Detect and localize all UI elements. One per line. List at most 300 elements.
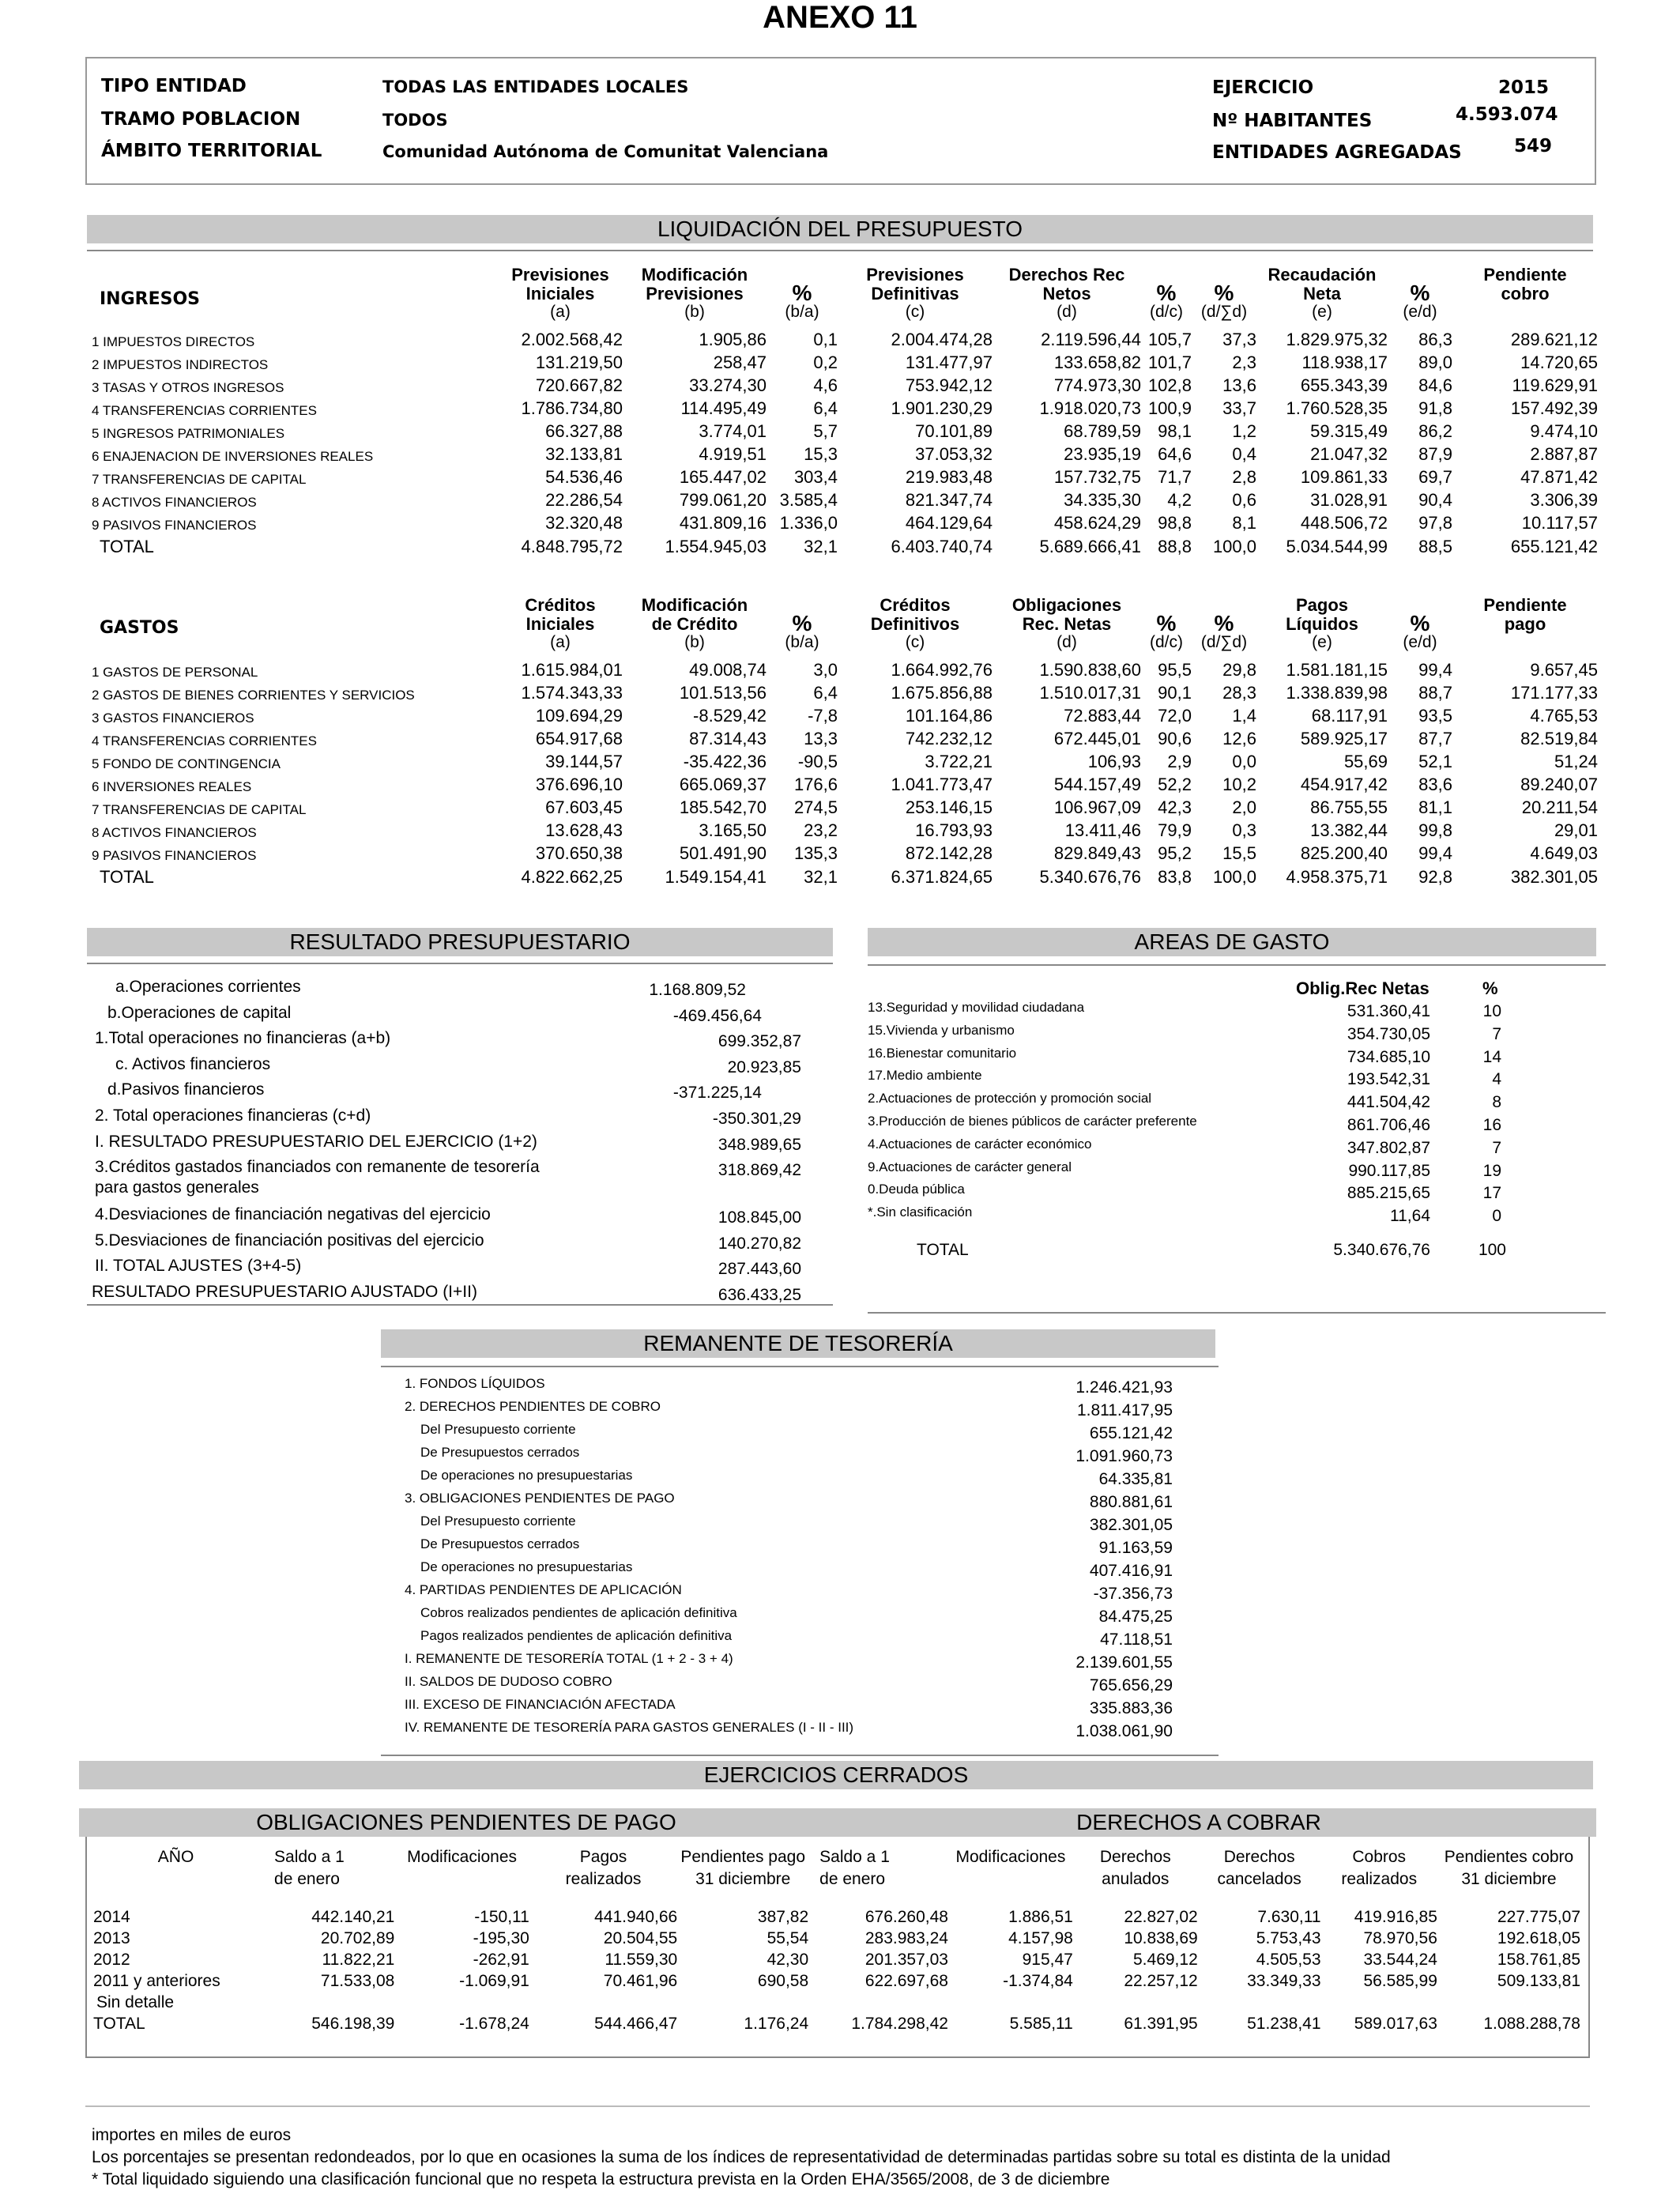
ingresos-cell: 2.887,87 <box>1530 444 1598 464</box>
ingresos-total-cell: 6.403.740,74 <box>891 537 993 556</box>
gastos-total-cell: 6.371.824,65 <box>891 867 993 887</box>
resultado-row-value: 108.845,00 <box>718 1208 801 1227</box>
gastos-col-header <box>1452 633 1598 651</box>
gastos-col-header: pago <box>1504 613 1546 634</box>
ingresos-col-header: cobro <box>1501 283 1550 303</box>
habitantes-label: Nº HABITANTES <box>1212 111 1373 131</box>
cerrados-total-cell: -1.678,24 <box>459 2014 529 2033</box>
remanente-row-label: 1. FONDOS LÍQUIDOS <box>405 1376 545 1391</box>
ingresos-row-label: 2 IMPUESTOS INDIRECTOS <box>92 357 269 372</box>
ingresos-header-spacer <box>87 266 498 284</box>
remanente-row <box>381 1604 1219 1627</box>
ingresos-row <box>87 373 1598 396</box>
ingresos-cell: 2.004.474,28 <box>891 330 993 349</box>
resultado-row <box>87 1028 833 1054</box>
ingresos-cell: 4,2 <box>1167 490 1192 510</box>
gastos-cell: 4.649,03 <box>1530 843 1598 863</box>
habitantes-value: 4.593.074 <box>1456 104 1558 125</box>
cerrados-cell: 22.827,02 <box>1124 1907 1198 1926</box>
areas-col1-header: Oblig.Rec Netas <box>1296 978 1430 998</box>
gastos-cell: 171.177,33 <box>1510 683 1598 703</box>
ingresos-cell: 87,9 <box>1418 444 1452 464</box>
gastos-cell: 135,3 <box>793 843 838 863</box>
cerrados-col-header: 31 diciembre <box>695 1870 791 1888</box>
resultado-row-value: -371.225,14 <box>672 1084 762 1103</box>
ingresos-cell: 33.274,30 <box>689 375 767 395</box>
ingresos-row-label: 7 TRANSFERENCIAS DE CAPITAL <box>92 472 307 487</box>
ingresos-col-header: (d/∑d) <box>1200 303 1248 321</box>
gastos-row-label: 9 PASIVOS FINANCIEROS <box>92 848 257 863</box>
cerrados-col-header: Pendientes pago <box>680 1848 805 1866</box>
gastos-cell: 29,01 <box>1554 820 1598 840</box>
remanente-row <box>381 1490 1219 1513</box>
gastos-cell: 1.590.838,60 <box>1039 660 1141 680</box>
remanente-row-label: III. EXCESO DE FINANCIACIÓN AFECTADA <box>405 1697 676 1712</box>
ingresos-cell: 37,3 <box>1222 330 1256 349</box>
ingresos-cell: 1.901.230,29 <box>891 398 993 418</box>
cerrados-total-cell: 544.466,47 <box>594 2014 678 2033</box>
ingresos-total-cell: 88,5 <box>1418 537 1452 556</box>
cerrados-col-header: realizados <box>1341 1870 1418 1888</box>
remanente-row-label: IV. REMANENTE DE TESORERÍA PARA GASTOS GENERALES (I - II - III) <box>405 1720 854 1735</box>
gastos-cell: 99,4 <box>1418 843 1452 863</box>
cerrados-cell: 4.157,98 <box>1008 1928 1073 1947</box>
gastos-col-header: % <box>1214 611 1234 635</box>
ingresos-cell: 157.492,39 <box>1510 398 1598 418</box>
gastos-cell: 72,0 <box>1158 706 1192 726</box>
ingresos-label: INGRESOS <box>100 289 201 309</box>
gastos-total-cell: 5.340.676,76 <box>1039 867 1141 887</box>
ingresos-cell: 5,7 <box>813 421 838 441</box>
areas-row-label: 3.Producción de bienes públicos de carácter preferente <box>868 1114 1197 1129</box>
areas-row-pct: 4 <box>1492 1070 1501 1089</box>
gastos-cell: 4.765,53 <box>1530 706 1598 726</box>
remanente-row-value: 64.335,81 <box>1098 1470 1173 1488</box>
cerrados-cell: 5.753,43 <box>1256 1928 1321 1947</box>
resultado-row-label: I. RESULTADO PRESUPUESTARIO DEL EJERCICIO (1+2) <box>95 1132 537 1151</box>
areas-row-pct: 0 <box>1492 1207 1501 1226</box>
cerrados-cell: 78.970,56 <box>1363 1928 1437 1947</box>
gastos-cell: 2,0 <box>1232 797 1256 817</box>
gastos-cell: 88,7 <box>1418 683 1452 703</box>
resultado-row-value: 287.443,60 <box>718 1260 801 1279</box>
resultado-row <box>87 1132 833 1158</box>
remanente-row-label: I. REMANENTE DE TESORERÍA TOTAL (1 + 2 - 3 + 4) <box>405 1651 733 1666</box>
cerrados-col-header: Saldo a 1 <box>819 1848 890 1866</box>
cerrados-cell: 158.761,85 <box>1497 1950 1580 1969</box>
cerrados-cell: 419.916,85 <box>1354 1907 1437 1926</box>
resultado-row-label: 2. Total operaciones financieras (c+d) <box>95 1106 371 1125</box>
gastos-col-header: Líquidos <box>1286 613 1358 634</box>
remanente-row-value: 1.246.421,93 <box>1075 1378 1173 1397</box>
resultado-row-value: -350.301,29 <box>712 1110 801 1128</box>
ingresos-cell: 0,6 <box>1232 490 1256 510</box>
cerrados-col-header: 31 diciembre <box>1461 1870 1557 1888</box>
gastos-cell: 93,5 <box>1418 706 1452 726</box>
gastos-col-header: (b/a) <box>785 633 819 651</box>
gastos-cell: 106,93 <box>1087 752 1141 771</box>
areas-row-pct: 8 <box>1492 1093 1501 1112</box>
ingresos-cell: 32.133,81 <box>545 444 623 464</box>
remanente-row <box>381 1650 1219 1673</box>
gastos-total-cell: 1.549.154,41 <box>665 867 767 887</box>
gastos-cell: 1.581.181,15 <box>1286 660 1388 680</box>
gastos-row-label: 3 GASTOS FINANCIEROS <box>92 711 254 726</box>
remanente-row-label: De operaciones no presupuestarias <box>420 1468 633 1483</box>
gastos-cell: 274,5 <box>793 797 838 817</box>
ingresos-cell: 86,3 <box>1418 330 1452 349</box>
cerrados-col-header: de enero <box>819 1870 886 1888</box>
gastos-row-label: 5 FONDO DE CONTINGENCIA <box>92 756 281 771</box>
gastos-col-header: de Crédito <box>651 613 738 634</box>
ingresos-cell: 3.774,01 <box>699 421 767 441</box>
cerrados-row-label: 2013 <box>93 1928 130 1947</box>
gastos-cell: 82.519,84 <box>1520 729 1598 748</box>
remanente-row <box>381 1513 1219 1536</box>
areas-row <box>868 1045 1596 1067</box>
ingresos-row-label: 4 TRANSFERENCIAS CORRIENTES <box>92 403 317 418</box>
ingresos-cell: 303,4 <box>793 467 838 487</box>
remanente-row-label: Del Presupuesto corriente <box>420 1514 576 1529</box>
cerrados-col-header: Modificaciones <box>407 1848 518 1866</box>
ingresos-cell: 84,6 <box>1418 375 1452 395</box>
gastos-cell: 1.510.017,31 <box>1039 683 1141 703</box>
gastos-cell: 1.574.343,33 <box>521 683 623 703</box>
ingresos-cell: 2,8 <box>1232 467 1256 487</box>
cerrados-total-cell: 1.176,24 <box>744 2014 809 2033</box>
ingresos-col-header: Neta <box>1303 283 1341 303</box>
gastos-col-header: Iniciales <box>525 613 595 634</box>
cerrados-cell: 915,47 <box>1022 1950 1073 1969</box>
ingresos-row <box>87 465 1598 488</box>
gastos-row-label: 6 INVERSIONES REALES <box>92 779 252 794</box>
ingresos-cell: 1,2 <box>1232 421 1256 441</box>
ingresos-cell: 109.861,33 <box>1300 467 1388 487</box>
cerrados-cell: -1.069,91 <box>459 1971 529 1990</box>
gastos-col-header: % <box>792 611 812 635</box>
gastos-cell: 109.694,29 <box>535 706 623 726</box>
gastos-cell: 6,4 <box>813 683 838 703</box>
obligaciones-title: OBLIGACIONES PENDIENTES DE PAGO <box>79 1808 853 1837</box>
cerrados-cell: -1.374,84 <box>1003 1971 1073 1990</box>
cerrados-spacer-cell <box>89 1889 263 1906</box>
gastos-cell: 99,4 <box>1418 660 1452 680</box>
gastos-cell: 49.008,74 <box>689 660 767 680</box>
ingresos-cell: 54.536,46 <box>545 467 623 487</box>
ingresos-col-header: (c) <box>905 303 925 321</box>
resultado-row-value: 1.168.809,52 <box>649 981 746 999</box>
ingresos-col-header: % <box>1410 281 1430 305</box>
gastos-cell: 13.411,46 <box>1064 820 1141 840</box>
gastos-cell: 87.314,43 <box>689 729 767 748</box>
resultado-row-label: b.Operaciones de capital <box>107 1003 292 1022</box>
ingresos-cell: 102,8 <box>1147 375 1192 395</box>
gastos-cell: 253.146,15 <box>905 797 993 817</box>
ingresos-cell: 720.667,82 <box>535 375 623 395</box>
areas-row-label: 15.Vivienda y urbanismo <box>868 1022 1015 1038</box>
gastos-row <box>87 795 1598 818</box>
gastos-cell: 589.925,17 <box>1300 729 1388 748</box>
gastos-spacer-cell <box>87 651 498 658</box>
ingresos-cell: 1.905,86 <box>699 330 767 349</box>
gastos-cell: 23,2 <box>804 820 838 840</box>
cerrados-cell: 10.838,69 <box>1124 1928 1198 1947</box>
gastos-total-row <box>87 864 1598 888</box>
ingresos-cell: 68.789,59 <box>1064 421 1141 441</box>
cerrados-cell: 56.585,99 <box>1363 1971 1437 1990</box>
resultado-row <box>87 1054 833 1080</box>
ingresos-cell: 799.061,20 <box>679 490 767 510</box>
resultado-row-label: II. TOTAL AJUSTES (3+4-5) <box>95 1257 302 1276</box>
ingresos-cell: 22.286,54 <box>545 490 623 510</box>
cerrados-cell: 192.618,05 <box>1497 1928 1580 1947</box>
cerrados-cell: 387,82 <box>757 1907 809 1926</box>
ingresos-cell: 86,2 <box>1418 421 1452 441</box>
remanente-row-label: De Presupuestos cerrados <box>420 1445 580 1460</box>
resultado-row-label: d.Pasivos financieros <box>107 1080 265 1099</box>
ingresos-row <box>87 419 1598 442</box>
gastos-cell: 1.675.856,88 <box>891 683 993 703</box>
ingresos-table <box>87 266 1598 557</box>
cerrados-col-header: Derechos <box>1223 1848 1295 1866</box>
gastos-cell: 654.917,68 <box>535 729 623 748</box>
ingresos-header-row <box>87 266 1598 284</box>
ingresos-col-header: (d/c) <box>1150 303 1183 321</box>
areas-row <box>868 1090 1596 1112</box>
ingresos-cell: 1.918.020,73 <box>1039 398 1141 418</box>
resultado-row-label: 5.Desviaciones de financiación positivas del ejercicio <box>95 1231 484 1250</box>
ingresos-col-header: (d) <box>1057 303 1077 321</box>
ingresos-cell: 64,6 <box>1158 444 1192 464</box>
gastos-header <box>87 596 1598 658</box>
gastos-col-header: Pendiente <box>1483 595 1567 615</box>
resultado-row-value: 140.270,82 <box>718 1234 801 1253</box>
ingresos-cell: 165.447,02 <box>679 467 767 487</box>
remanente-row-value: 655.121,42 <box>1089 1424 1173 1442</box>
gastos-cell: 79,9 <box>1158 820 1192 840</box>
ingresos-cell: 97,8 <box>1418 513 1452 533</box>
gastos-row <box>87 680 1598 703</box>
ingresos-total-cell: 4.848.795,72 <box>521 537 623 556</box>
gastos-cell: 3.722,21 <box>925 752 993 771</box>
resultado-row-value: 699.352,87 <box>718 1032 801 1051</box>
remanente-row-value: 2.139.601,55 <box>1075 1653 1173 1672</box>
remanente-row <box>381 1536 1219 1559</box>
cerrados-cell: 227.775,07 <box>1497 1907 1580 1926</box>
ingresos-total-cell: 5.689.666,41 <box>1039 537 1141 556</box>
footer-note-asterisk: * Total liquidado siguiendo una clasificación funcional que no respeta la estructura prevista en la Orden EHA/3565/2008, de 3 de diciembre <box>92 2170 1110 2188</box>
gastos-cell: 20.211,54 <box>1521 797 1598 817</box>
cerrados-cell: 7.630,11 <box>1257 1907 1321 1926</box>
cerrados-cell: 33.544,24 <box>1363 1950 1437 1969</box>
ingresos-spacer-cell <box>87 321 498 327</box>
gastos-cell: 1.041.773,47 <box>891 775 993 794</box>
areas-row-value: 354.730,05 <box>1347 1024 1430 1043</box>
gastos-col-header: Créditos <box>880 595 951 615</box>
gastos-cell: 10,2 <box>1222 775 1256 794</box>
gastos-cell: 42,3 <box>1158 797 1192 817</box>
ingresos-col-header: Recaudación <box>1268 265 1377 285</box>
gastos-row <box>87 726 1598 749</box>
ingresos-cell: 59.315,49 <box>1310 421 1388 441</box>
cerrados-cell: 11.559,30 <box>605 1950 678 1969</box>
ingresos-cell: 2,3 <box>1232 352 1256 372</box>
gastos-cell: 55,69 <box>1343 752 1388 771</box>
gastos-col-header: (d/c) <box>1150 633 1183 651</box>
gastos-row-label: 7 TRANSFERENCIAS DE CAPITAL <box>92 802 307 817</box>
remanente-row-label: Pagos realizados pendientes de aplicación definitiva <box>420 1628 733 1643</box>
gastos-spacer <box>87 651 1598 658</box>
ingresos-cell: 37.053,32 <box>915 444 993 464</box>
ingresos-total-cell: 1.554.945,03 <box>665 537 767 556</box>
ingresos-cell: 98,1 <box>1158 421 1192 441</box>
gastos-cell: 90,6 <box>1158 729 1192 748</box>
gastos-col-header: % <box>1410 611 1430 635</box>
cerrados-cell: 4.505,53 <box>1256 1950 1321 1969</box>
cerrados-header-row <box>89 1867 1580 1889</box>
cerrados-cell: 11.822,21 <box>322 1950 395 1969</box>
ingresos-cell: 464.129,64 <box>905 513 993 533</box>
remanente-row <box>381 1673 1219 1696</box>
cerrados-cell: 20.702,89 <box>320 1928 395 1947</box>
gastos-cell: 1,4 <box>1232 706 1256 726</box>
gastos-cell: 68.117,91 <box>1311 706 1388 726</box>
gastos-cell: -90,5 <box>797 752 838 771</box>
remanente-row <box>381 1627 1219 1650</box>
ingresos-total-cell: 100,0 <box>1212 537 1256 556</box>
areas-total-value: 5.340.676,76 <box>1333 1241 1430 1259</box>
gastos-cell: 28,3 <box>1222 683 1256 703</box>
gastos-header-spacer <box>87 633 498 651</box>
remanente-row-value: 1.091.960,73 <box>1075 1447 1173 1465</box>
cerrados-total-cell: 61.391,95 <box>1124 2014 1198 2033</box>
gastos-cell: 52,1 <box>1418 752 1452 771</box>
gastos-cell: 1.615.984,01 <box>521 660 623 680</box>
ingresos-row <box>87 511 1598 533</box>
gastos-row-label: 8 ACTIVOS FINANCIEROS <box>92 825 257 840</box>
ingresos-row-label: 9 PASIVOS FINANCIEROS <box>92 518 257 533</box>
ingresos-cell: 2.119.596,44 <box>1041 330 1141 349</box>
cerrados-cell: 509.133,81 <box>1497 1971 1580 1990</box>
gastos-total-cell: 100,0 <box>1212 867 1256 887</box>
ingresos-col-header: (b/a) <box>785 303 819 321</box>
ingresos-cell: 458.624,29 <box>1053 513 1141 533</box>
ingresos-col-header: (b) <box>684 303 705 321</box>
cerrados-row <box>89 1906 1580 1928</box>
ingresos-cell: 448.506,72 <box>1300 513 1388 533</box>
ambito-label: ÁMBITO TERRITORIAL <box>101 141 322 161</box>
areas-row-pct: 17 <box>1482 1184 1501 1203</box>
cerrados-row <box>89 1970 1580 1992</box>
gastos-cell: 90,1 <box>1158 683 1192 703</box>
gastos-total-cell: 32,1 <box>804 867 838 887</box>
gastos-total-cell: 83,8 <box>1158 867 1192 887</box>
ingresos-cell: 119.629,91 <box>1512 375 1598 395</box>
cerrados-cell: -195,30 <box>473 1928 529 1947</box>
gastos-header-spacer <box>87 596 498 614</box>
resultado-row-label: a.Operaciones corrientes <box>115 978 301 996</box>
cerrados-header <box>89 1845 1580 1906</box>
ingresos-cell: 131.477,97 <box>905 352 993 372</box>
ingresos-cell: 89,0 <box>1418 352 1452 372</box>
cerrados-col-header: Cobros <box>1352 1848 1407 1866</box>
areas-row-label: 0.Deuda pública <box>868 1182 965 1197</box>
gastos-col-header: Obligaciones <box>1011 595 1122 615</box>
gastos-cell: 13.382,44 <box>1310 820 1388 840</box>
gastos-cell: 2,9 <box>1167 752 1192 771</box>
ingresos-cell: 2.002.568,42 <box>521 330 623 349</box>
gastos-header-row <box>87 614 1598 633</box>
areas-row-value: 347.802,87 <box>1347 1138 1430 1157</box>
remanente-row <box>381 1696 1219 1719</box>
entidades-value: 549 <box>1514 136 1553 156</box>
ingresos-col-header: Previsiones <box>866 265 964 285</box>
resultado-row <box>87 1256 833 1282</box>
gastos-table <box>87 596 1598 888</box>
gastos-label: GASTOS <box>100 618 179 638</box>
gastos-col-header: (e/d) <box>1403 633 1437 651</box>
resultado-row-label: 4.Desviaciones de financiación negativas del ejercicio <box>95 1205 491 1224</box>
liquidacion-title: LIQUIDACIÓN DEL PRESUPUESTO <box>87 215 1593 243</box>
gastos-cell: 825.200,40 <box>1300 843 1388 863</box>
areas-row <box>868 1022 1596 1044</box>
gastos-total-cell: 4.822.662,25 <box>521 867 623 887</box>
resultado-row-label: RESULTADO PRESUPUESTARIO AJUSTADO (I+II) <box>92 1283 477 1301</box>
ingresos-cell: 32.320,48 <box>545 513 623 533</box>
remanente-row <box>381 1398 1219 1421</box>
ingresos-row-label: 3 TASAS Y OTROS INGRESOS <box>92 380 284 395</box>
cerrados-row <box>89 1928 1580 1949</box>
remanente-row <box>381 1467 1219 1490</box>
resultado-row <box>87 1231 833 1257</box>
ingresos-cell: 21.047,32 <box>1310 444 1388 464</box>
ingresos-cell: 4.919,51 <box>699 444 767 464</box>
cerrados-body <box>89 1906 1580 2034</box>
gastos-col-header: (c) <box>905 633 925 651</box>
areas-total-pct: 100 <box>1478 1241 1506 1259</box>
remanente-row <box>381 1444 1219 1467</box>
gastos-header-row <box>87 596 1598 614</box>
cerrados-total-cell: 1.784.298,42 <box>851 2014 948 2033</box>
gastos-header-spacer <box>87 614 498 633</box>
ingresos-row-label: 1 IMPUESTOS DIRECTOS <box>92 334 255 349</box>
areas-row-label: 17.Medio ambiente <box>868 1068 982 1084</box>
remanente-row-label: 3. OBLIGACIONES PENDIENTES DE PAGO <box>405 1491 675 1506</box>
cerrados-header-row <box>89 1845 1580 1867</box>
cerrados-col-header: Pagos <box>579 1848 627 1866</box>
gastos-row-label: 2 GASTOS DE BIENES CORRIENTES Y SERVICIOS <box>92 688 415 703</box>
cerrados-total-cell: 51.238,41 <box>1247 2014 1321 2033</box>
gastos-col-header: (e) <box>1312 633 1332 651</box>
gastos-col-header: (d/∑d) <box>1200 633 1248 651</box>
footer-note-units: importes en miles de euros <box>92 2126 292 2144</box>
areas-row <box>868 999 1596 1021</box>
ingresos-cell: 1.829.975,32 <box>1286 330 1388 349</box>
cerrados-col-header <box>948 1867 1073 1889</box>
areas-row <box>868 1204 1596 1226</box>
ingresos-header-spacer <box>87 303 498 321</box>
areas-total-row <box>868 1241 1596 1265</box>
gastos-cell: -35.422,36 <box>683 752 767 771</box>
ingresos-cell: 753.942,12 <box>905 375 993 395</box>
ingresos-cell: 8,1 <box>1232 513 1256 533</box>
ingresos-row <box>87 442 1598 465</box>
areas-row-label: 9.Actuaciones de carácter general <box>868 1159 1072 1174</box>
ingresos-cell: 15,3 <box>804 444 838 464</box>
gastos-cell: 83,6 <box>1418 775 1452 794</box>
ingresos-cell: 101,7 <box>1147 352 1192 372</box>
cerrados-cell: 33.349,33 <box>1247 1971 1321 1990</box>
